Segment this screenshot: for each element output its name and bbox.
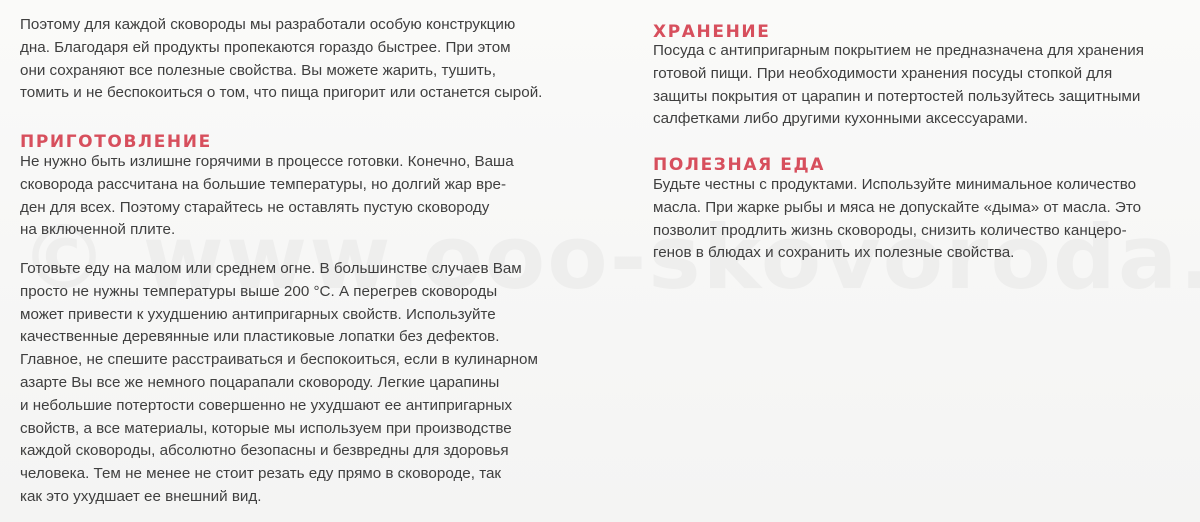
text-line: позволит продлить жизнь сковороды, снизить количество канцеро-: [653, 221, 1127, 239]
text-line: азарте Вы все же немного поцарапали сковороду. Легкие царапины: [20, 373, 500, 391]
text-line: дна. Благодаря ей продукты пропекаются гораздо быстрее. При этом: [20, 38, 511, 56]
preparation-paragraph-1: [20, 151, 514, 242]
text-line: масла. При жарке рыбы и мяса не допускайте «дыма» от масла. Это: [653, 198, 1142, 216]
text-line: человека. Тем не менее не стоит резать еду прямо в сковороде, так: [20, 465, 502, 483]
text-line: просто не нужны температуры выше 200 °C. А перегрев сковороды: [20, 282, 498, 300]
healthy-food-paragraph: [653, 174, 1141, 265]
text-line: каждой сковороды, абсолютно безопасны и безвредны для здоровья: [20, 442, 509, 460]
text-line: салфетками либо другими кухонными аксессуарами.: [653, 110, 1028, 128]
preparation-paragraph-2: [20, 258, 538, 509]
text-line: генов в блюдах и сохранить их полезные свойства.: [653, 244, 1015, 262]
text-line: они сохраняют все полезные свойства. Вы можете жарить, тушить,: [20, 61, 496, 79]
text-line: как это ухудшает ее внешний вид.: [20, 487, 262, 505]
text-line: защиты покрытия от царапин и потертостей пользуйтесь защитными: [653, 87, 1141, 105]
section-heading-storage: ХРАНЕНИЕ: [653, 22, 771, 42]
text-line: и небольшие потертости совершенно не ухудшают ее антипригарных: [20, 396, 513, 414]
text-line: готовой пищи. При необходимости хранения посуды стопкой для: [653, 64, 1113, 82]
storage-paragraph: [653, 40, 1144, 131]
text-line: может привести к ухудшению антипригарных свойств. Используйте: [20, 305, 496, 323]
text-line: томить и не беспокоиться о том, что пища пригорит или останется сырой.: [20, 84, 543, 102]
text-line: на включенной плите.: [20, 221, 176, 239]
text-line: Поэтому для каждой сковороды мы разработали особую конструкцию: [20, 16, 516, 33]
section-heading-healthy-food: ПОЛЕЗНАЯ ЕДА: [653, 155, 825, 175]
text-line: Главное, не спешите расстраиваться и беспокоиться, если в кулинарном: [20, 351, 538, 369]
text-line: качественные деревянные или пластиковые лопатки без дефектов.: [20, 328, 500, 346]
text-line: Готовьте еду на малом или среднем огне. В большинстве случаев Вам: [20, 260, 522, 277]
intro-paragraph: [20, 14, 542, 105]
text-line: Будьте честны с продуктами. Используйте минимальное количество: [653, 176, 1137, 193]
text-line: сковорода рассчитана на большие температуры, но долгий жар вре-: [20, 175, 507, 193]
text-line: Не нужно быть излишне горячими в процессе готовки. Конечно, Ваша: [20, 153, 514, 170]
text-line: Посуда с антипригарным покрытием не предназначена для хранения: [653, 42, 1144, 59]
text-line: свойств, а все материалы, которые мы используем при производстве: [20, 419, 512, 437]
text-line: ден для всех. Поэтому старайтесь не оставлять пустую сковороду: [20, 198, 490, 216]
section-heading-preparation: ПРИГОТОВЛЕНИЕ: [20, 132, 212, 152]
